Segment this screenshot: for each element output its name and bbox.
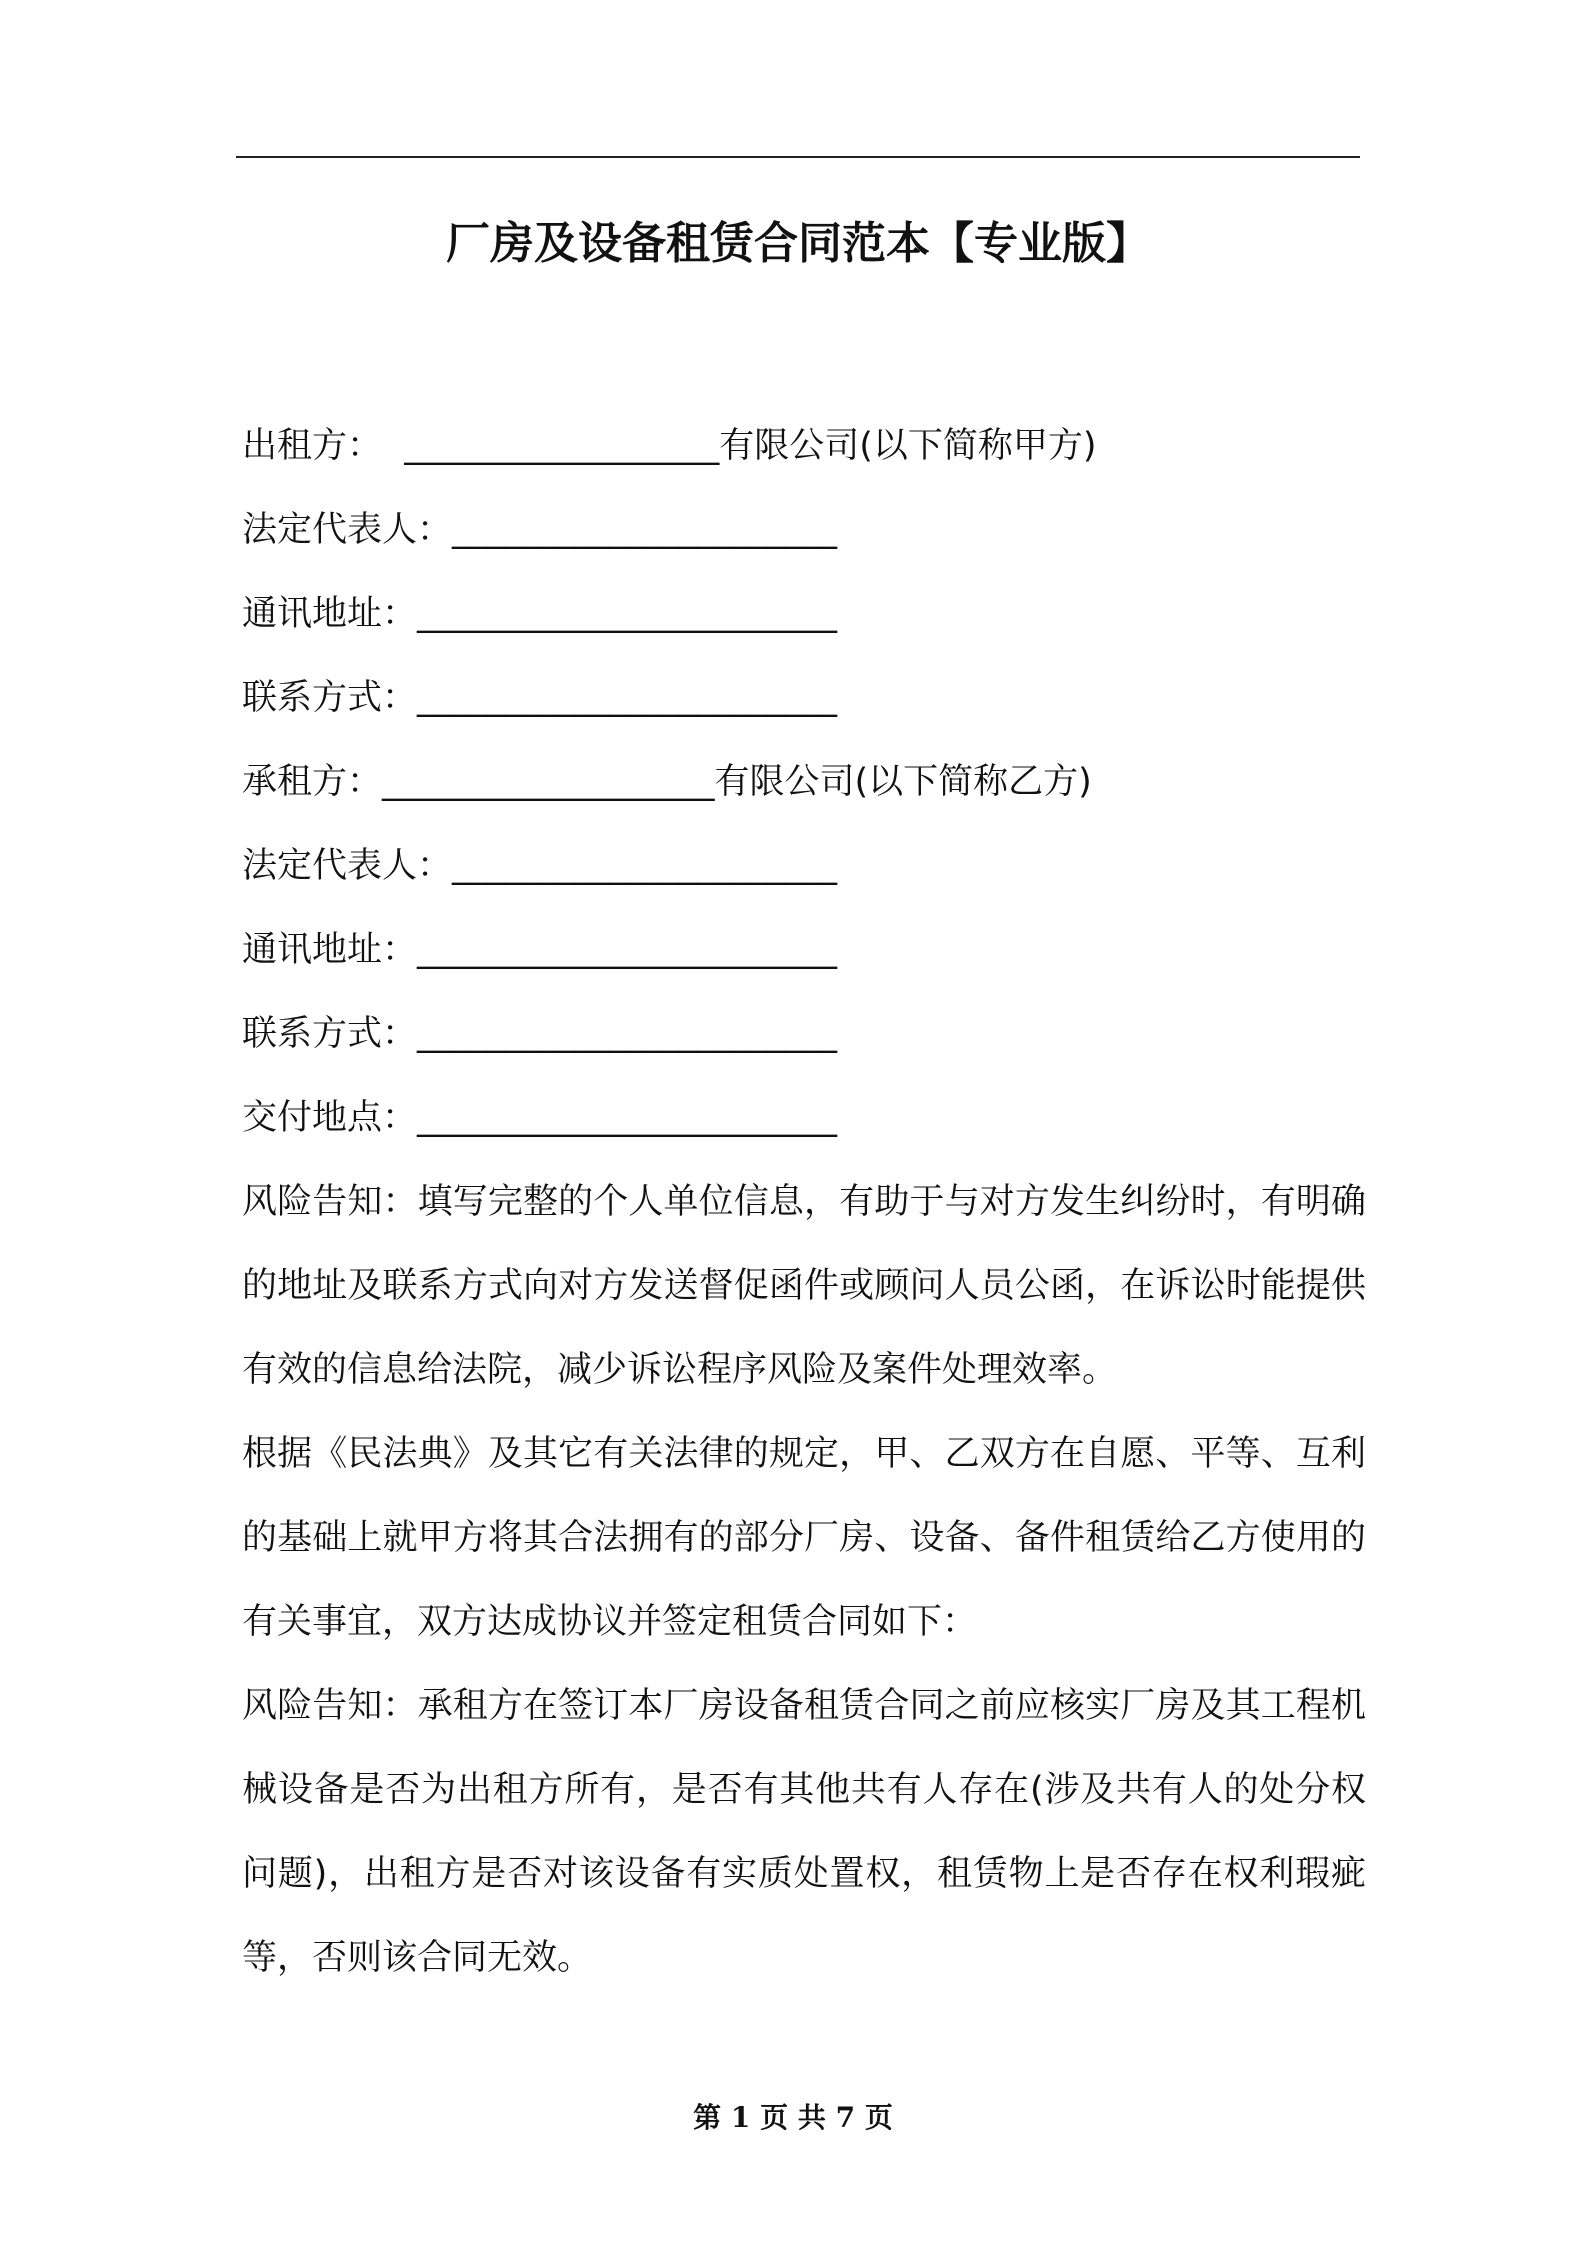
document-body <box>242 404 1366 2000</box>
lessee-legal-representative-field: 法定代表人：______________________ <box>242 846 838 886</box>
lessor-contact-field: 联系方式：________________________ <box>242 678 838 718</box>
document-title: 厂房及设备租赁合同范本【专业版】 <box>446 218 1150 269</box>
lessee-address-field: 通讯地址：________________________ <box>242 930 838 970</box>
lessor-field: 出租方： __________________有限公司(以下简称甲方) <box>242 426 1097 466</box>
lessor-legal-representative-field: 法定代表人：______________________ <box>242 510 838 550</box>
lessor-address-field: 通讯地址：________________________ <box>242 594 838 634</box>
risk-notice-paragraph: 风险告知：填写完整的个人单位信息，有助于与对方发生纠纷时，有明确的地址及联系方式向对方发送督促函件或顾问人员公函，在诉讼时能提供有效的信息给法院，减少诉讼程序风险及案件处理效率。 <box>242 1182 1366 1390</box>
delivery-location-field: 交付地点：________________________ <box>242 1098 838 1138</box>
lessee-contact-field: 联系方式：________________________ <box>242 1014 838 1054</box>
header-divider <box>236 156 1360 158</box>
lessee-field: 承租方：___________________有限公司(以下简称乙方) <box>242 762 1092 802</box>
legal-basis-paragraph: 根据《民法典》及其它有关法律的规定，甲、乙双方在自愿、平等、互利的基础上就甲方将其合法拥有的部分厂房、设备、备件租赁给乙方使用的有关事宜，双方达成协议并签定租赁合同如下： <box>242 1434 1366 1642</box>
page-number-footer: 第 1 页 共 7 页 <box>693 2101 893 2134</box>
ownership-risk-notice-paragraph: 风险告知：承租方在签订本厂房设备租赁合同之前应核实厂房及其工程机械设备是否为出租方所有，是否有其他共有人存在(涉及共有人的处分权问题)，出租方是否对该设备有实质处置权，租赁物上是否存在权利瑕疵等，否则该合同无效。 <box>242 1686 1366 1978</box>
